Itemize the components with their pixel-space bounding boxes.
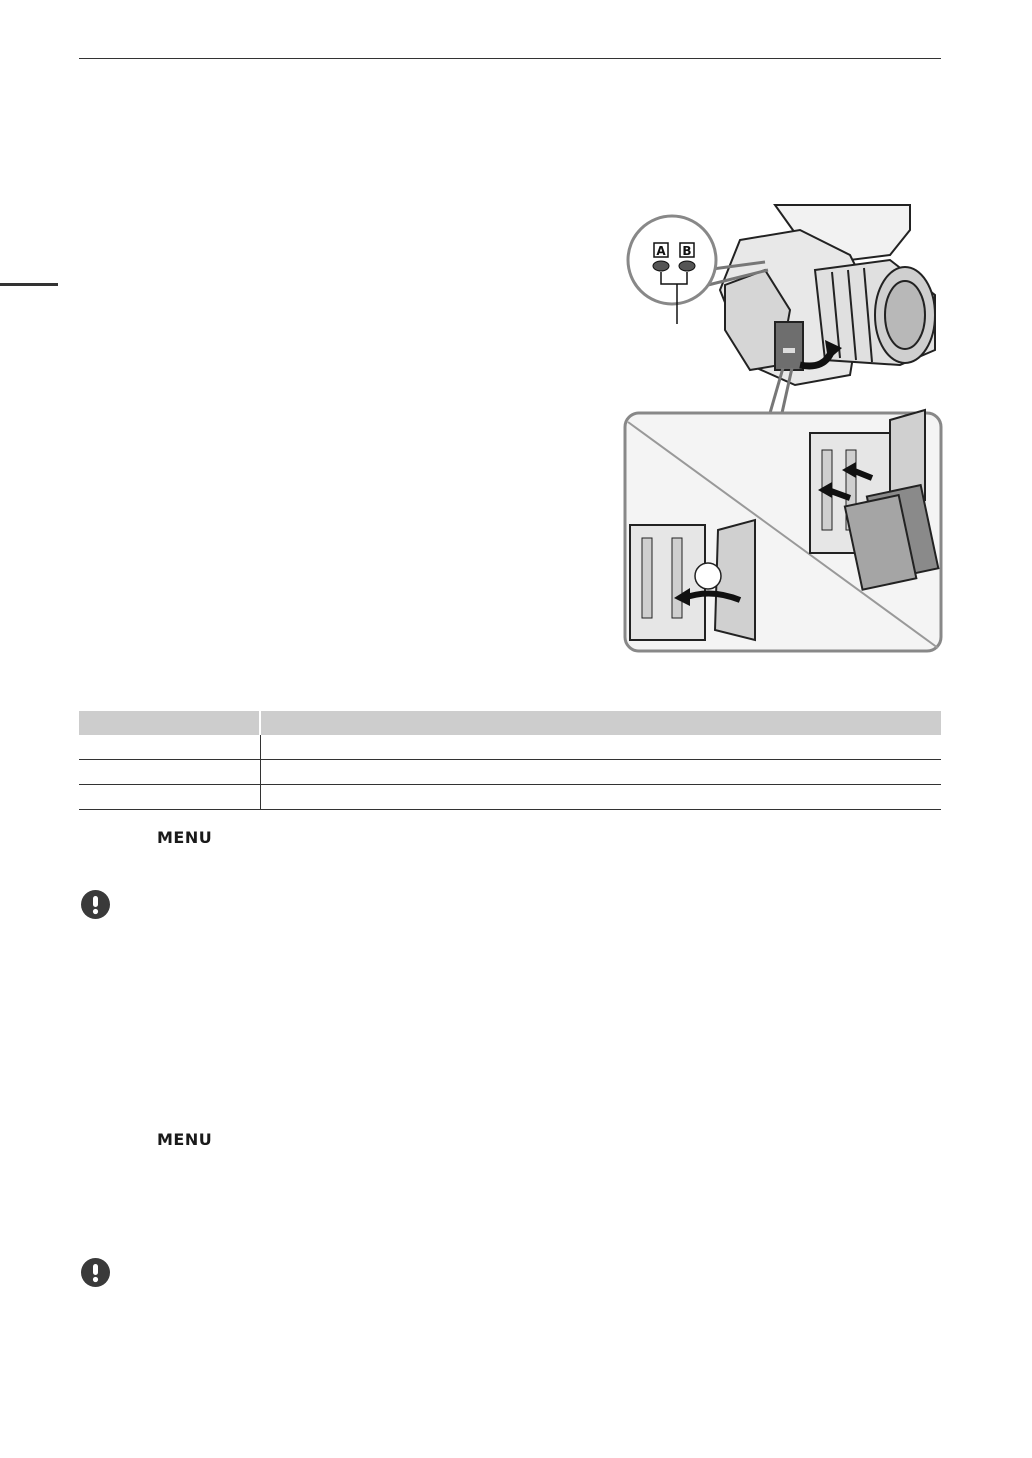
- slot-a-label: A: [656, 244, 666, 258]
- table-cell: [260, 760, 941, 785]
- table-cell: [79, 785, 260, 810]
- exclamation-circle-icon: [81, 1258, 110, 1287]
- section-tab-marker: [0, 283, 58, 286]
- table-header-cell: [79, 711, 260, 735]
- header-rule: [79, 58, 941, 59]
- table-row: [79, 735, 941, 760]
- table-row: [79, 785, 941, 810]
- table-header-row: [79, 711, 941, 735]
- table-cell: [260, 735, 941, 760]
- slot-b-label: B: [682, 244, 692, 258]
- spec-table: [79, 711, 941, 810]
- table-row: [79, 760, 941, 785]
- menu-button-label: MENU: [157, 828, 213, 847]
- menu-button-label: MENU: [157, 1130, 213, 1149]
- table-cell: [260, 785, 941, 810]
- exclamation-circle-icon: [81, 890, 110, 919]
- table-cell: [79, 760, 260, 785]
- card-insertion-detail-panel: [625, 410, 941, 651]
- camera-card-slot-illustration: [600, 200, 945, 655]
- table-header-cell: [260, 711, 941, 735]
- table-cell: [79, 735, 260, 760]
- camera-body-drawing: [720, 205, 935, 385]
